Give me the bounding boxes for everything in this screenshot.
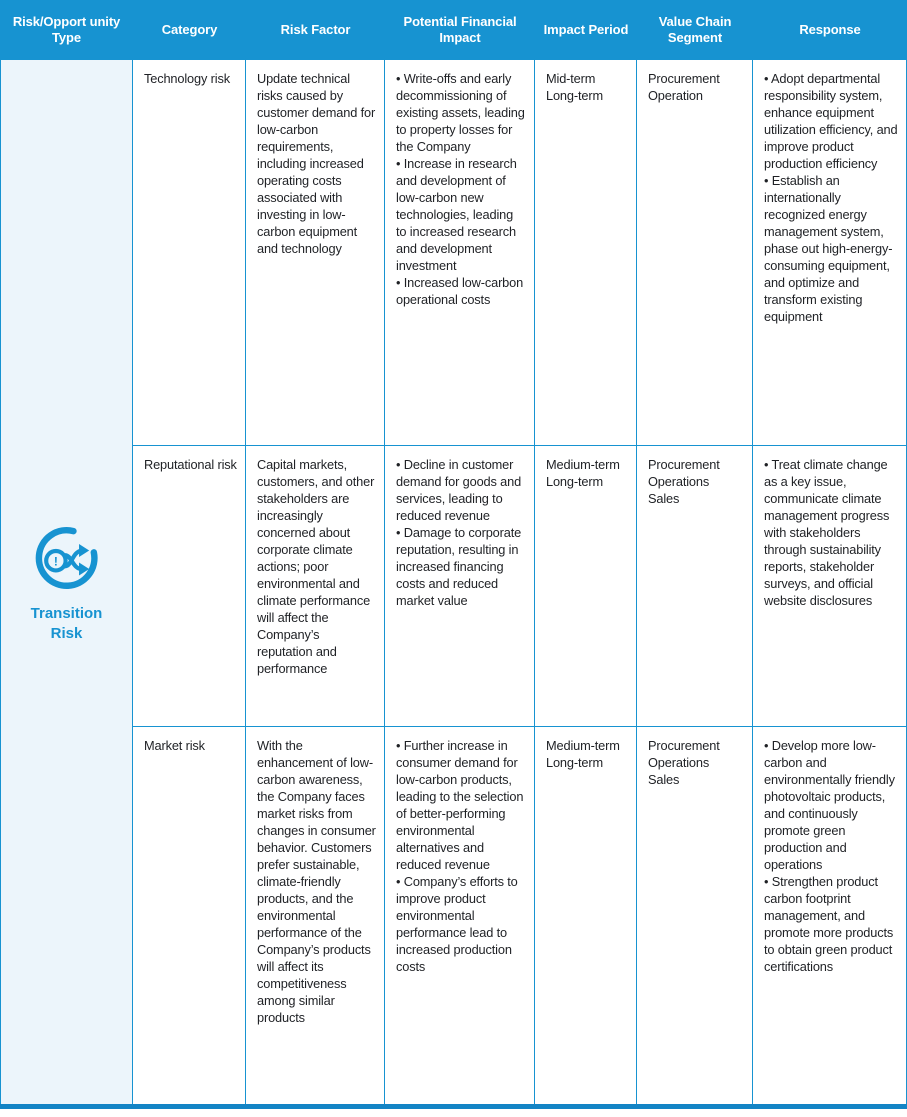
cell-category: Reputational risk bbox=[133, 446, 246, 727]
cell-risk-factor: Capital markets, customers, and other stakeholders are increasingly concerned about corporate climate actions; poor environmental and climate performance will affect the Company’s reputation and performance bbox=[246, 446, 385, 727]
group-cell-transition-risk bbox=[0, 60, 133, 1104]
header-response: Response bbox=[753, 0, 907, 60]
cell-impact-period: Medium-term Long-term bbox=[535, 727, 637, 1104]
svg-text:!: ! bbox=[53, 554, 58, 569]
cell-response: • Develop more low-carbon and environmentally friendly photovoltaic products, and continuously promote green production and operations • Strengthen product carbon footprint management, and promote more products to obtain green product certifications bbox=[753, 727, 907, 1104]
cell-value-chain: Procurement Operations Sales bbox=[637, 727, 753, 1104]
transition-risk-icon bbox=[30, 520, 104, 594]
cell-response: • Treat climate change as a key issue, communicate climate management progress with stakeholders through sustainability reports, stakeholder surveys, and official website disclosures bbox=[753, 446, 907, 727]
cell-financial-impact: • Write-offs and early decommissioning of existing assets, leading to property losses for the Company • Increase in research and development of low-carbon new technologies, leading to increased research and development investment • Increased low-carbon operational costs bbox=[385, 60, 535, 446]
group-label: Transition Risk bbox=[30, 604, 103, 642]
cell-value-chain: Procurement Operations Sales bbox=[637, 446, 753, 727]
header-category: Category bbox=[133, 0, 246, 60]
header-value-chain-segment: Value Chain Segment bbox=[637, 0, 753, 60]
cell-impact-period: Medium-term Long-term bbox=[535, 446, 637, 727]
cell-risk-factor: Update technical risks caused by customer demand for low-carbon requirements, including increased operating costs associated with investing in low-carbon equipment and technology bbox=[246, 60, 385, 446]
header-risk-opportunity-type: Risk/Opport unity Type bbox=[0, 0, 133, 60]
table-bottom-rule bbox=[0, 1104, 907, 1109]
cell-impact-period: Mid-term Long-term bbox=[535, 60, 637, 446]
cell-category: Technology risk bbox=[133, 60, 246, 446]
header-impact-period: Impact Period bbox=[535, 0, 637, 60]
cell-value-chain: Procurement Operation bbox=[637, 60, 753, 446]
cell-financial-impact: • Decline in customer demand for goods and services, leading to reduced revenue • Damage to corporate reputation, resulting in increased financing costs and reduced market value bbox=[385, 446, 535, 727]
header-potential-financial-impact: Potential Financial Impact bbox=[385, 0, 535, 60]
cell-financial-impact: • Further increase in consumer demand for low-carbon products, leading to the selection of better-performing environmental alternatives and reduced revenue • Company’s efforts to improve product environmental performance lead to increased production costs bbox=[385, 727, 535, 1104]
cell-risk-factor: With the enhancement of low-carbon awareness, the Company faces market risks from changes in consumer behavior. Customers prefer sustainable, climate-friendly products, and the environmental performance of the Company’s products will affect its competitiveness among similar products bbox=[246, 727, 385, 1104]
header-risk-factor: Risk Factor bbox=[246, 0, 385, 60]
cell-response: • Adopt departmental responsibility system, enhance equipment utilization efficiency, and improve product production efficiency • Establish an internationally recognized energy management system, phase out high-energy-consuming equipment, and optimize and transform existing equipment bbox=[753, 60, 907, 446]
cell-category: Market risk bbox=[133, 727, 246, 1104]
